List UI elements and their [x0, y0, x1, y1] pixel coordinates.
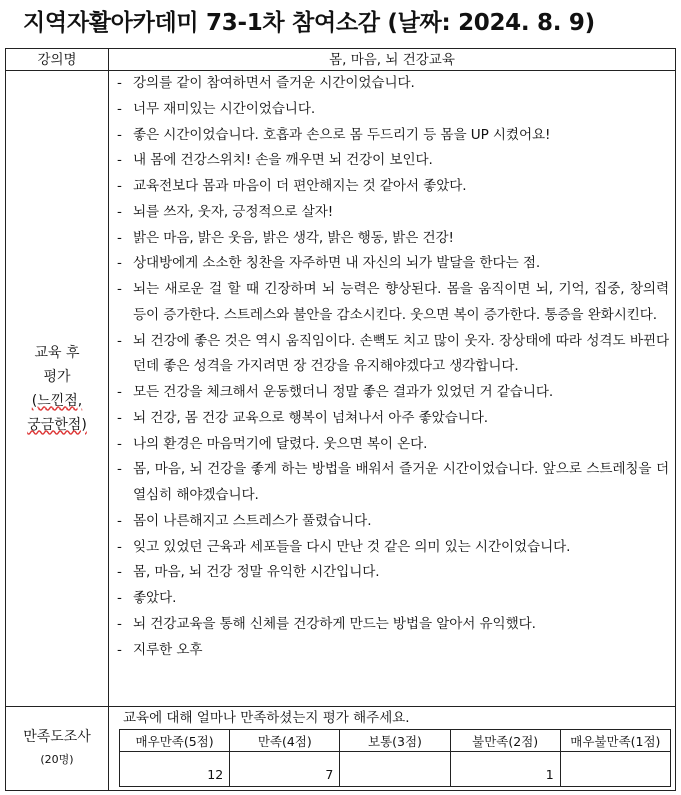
evaluation-label-line1: 교육 후 [34, 344, 80, 361]
bullet-dash: - [117, 564, 122, 581]
comment-item [117, 200, 669, 226]
survey-value [560, 752, 670, 787]
comment-item [117, 251, 669, 277]
comment-item [117, 509, 669, 535]
comment-item [117, 329, 669, 381]
comment-text: 몸, 마음, 뇌 건강 정말 유익한 시간입니다. [133, 564, 380, 581]
comment-text: 잊고 있었던 근육과 세포들을 다시 만난 것 같은 의미 있는 시간이었습니다. [133, 538, 571, 555]
bullet-dash: - [117, 641, 122, 658]
survey-option: 만족(4점) [230, 730, 340, 752]
comment-item [117, 71, 669, 97]
header-lecture-label: 강의명 [6, 49, 109, 71]
comment-item [117, 560, 669, 586]
comment-text: 지루한 오후 [133, 641, 203, 658]
comment-text: 뇌 건강교육을 통해 신체를 건강하게 만드는 방법을 알아서 유익했다. [133, 615, 536, 632]
survey-option: 불만족(2점) [450, 730, 560, 752]
survey-value [340, 752, 450, 787]
bullet-dash: - [117, 590, 122, 606]
bullet-dash: - [117, 409, 122, 426]
comment-text: 좋았다. [133, 590, 177, 606]
survey-option: 보통(3점) [340, 730, 450, 752]
comment-text: 뇌 건강에 좋은 것은 역시 움직임이다. 손뼉도 치고 많이 웃자. 장상태에 따라 성격도 바뀐다던데 좋은 성격을 가지려면 장 건강을 유지해야겠다고 생각합니다. [133, 332, 669, 375]
bullet-dash: - [117, 332, 122, 349]
survey-label [6, 707, 109, 791]
bullet-dash: - [117, 255, 122, 272]
comment-text: 몸, 마음, 뇌 건강을 좋게 하는 방법을 배워서 즐거운 시간이었습니다. 앞으로 스트레칭을 더 열심히 해야겠습니다. [133, 461, 669, 503]
bullet-dash: - [117, 435, 122, 452]
evaluation-label-line4: 궁금한점) [27, 416, 87, 433]
survey-value: 1 [450, 752, 560, 787]
survey-cell [109, 707, 676, 791]
survey-values-row [120, 752, 671, 787]
comment-text: 밝은 마음, 밝은 웃음, 밝은 생각, 밝은 행동, 밝은 건강! [133, 229, 454, 246]
survey-question: 교육에 대해 얼마나 만족하셨는지 평가 해주세요. [123, 710, 410, 726]
report-table [5, 48, 676, 791]
comment-text: 교육전보다 몸과 마음이 더 편안해지는 것 같아서 좋았다. [133, 178, 467, 194]
survey-count-wrap [6, 748, 108, 771]
comment-item [117, 277, 669, 329]
comment-text: 뇌를 쓰자, 웃자, 긍정적으로 살자! [133, 203, 334, 220]
evaluation-label-line3: (느낀점, [31, 392, 83, 409]
comment-item [117, 638, 669, 664]
comment-text: 상대방에게 소소한 칭찬을 자주하면 내 자신의 뇌가 발달을 한다는 점. [133, 255, 541, 272]
bullet-dash: - [117, 512, 122, 529]
comment-item [117, 457, 669, 509]
survey-table [119, 729, 671, 787]
comment-item [117, 535, 669, 561]
bullet-dash: - [117, 203, 122, 220]
comment-text: 뇌는 새로운 걸 할 때 긴장하며 뇌 능력은 향상된다. 몸을 움직이면 뇌, 기억, 집중, 창의력 등이 증가한다. 스트레스와 불안을 감소시킨다. 웃으면 복이 증가한다. 통증을 완화시킨다. [133, 281, 669, 323]
bullet-dash: - [117, 100, 122, 117]
survey-options-row [120, 730, 671, 752]
bullet-dash: - [117, 75, 122, 91]
comment-text: 강의를 같이 참여하면서 즐거운 시간이었습니다. [133, 75, 415, 91]
comments-cell [109, 71, 676, 707]
comment-item [117, 226, 669, 252]
survey-count: (20명) [40, 753, 74, 766]
bullet-dash: - [117, 538, 122, 555]
comment-text: 몸이 나른해지고 스트레스가 풀렸습니다. [133, 512, 372, 529]
header-lecture-name: 몸, 마음, 뇌 건강교육 [109, 49, 676, 71]
comment-text: 내 몸에 건강스위치! 손을 깨우면 뇌 건강이 보인다. [133, 152, 433, 169]
bullet-dash: - [117, 615, 122, 632]
bullet-dash: - [117, 229, 122, 246]
bullet-dash: - [117, 461, 122, 478]
header-row [6, 49, 676, 71]
comment-text: 나의 환경은 마음먹기에 달렸다. 웃으면 복이 온다. [133, 435, 428, 452]
survey-option: 매우불만족(1점) [560, 730, 670, 752]
bullet-dash: - [117, 384, 122, 400]
comment-list [117, 71, 669, 663]
survey-label-text: 만족도조사 [23, 729, 91, 745]
bullet-dash: - [117, 178, 122, 194]
survey-option: 매우만족(5점) [120, 730, 230, 752]
comment-text: 좋은 시간이었습니다. 호흡과 손으로 몸 두드리기 등 몸을 UP 시켰어요! [133, 126, 551, 143]
survey-value: 12 [120, 752, 230, 787]
comment-text: 모든 건강을 체크해서 운동했더니 정말 좋은 결과가 있었던 거 같습니다. [133, 384, 554, 400]
comment-item [117, 380, 669, 406]
comment-item [117, 174, 669, 200]
evaluation-label-line2: 평가 [43, 368, 71, 385]
survey-value: 7 [230, 752, 340, 787]
comment-item [117, 586, 669, 612]
survey-row [6, 707, 676, 791]
comment-item [117, 97, 669, 123]
bullet-dash: - [117, 152, 122, 169]
comment-item [117, 432, 669, 458]
bullet-dash: - [117, 126, 122, 143]
bullet-dash: - [117, 281, 122, 297]
document-title: 지역자활아카데미 73-1차 참여소감 (날짜: 2024. 8. 9) [23, 10, 595, 36]
comment-item [117, 148, 669, 174]
comment-item [117, 123, 669, 149]
evaluation-row [6, 71, 676, 707]
comment-item [117, 612, 669, 638]
comment-text: 너무 재미있는 시간이었습니다. [133, 100, 316, 117]
evaluation-label [6, 71, 109, 707]
comment-item [117, 406, 669, 432]
comment-text: 뇌 건강, 몸 건강 교육으로 행복이 넘쳐나서 아주 좋았습니다. [133, 409, 488, 426]
